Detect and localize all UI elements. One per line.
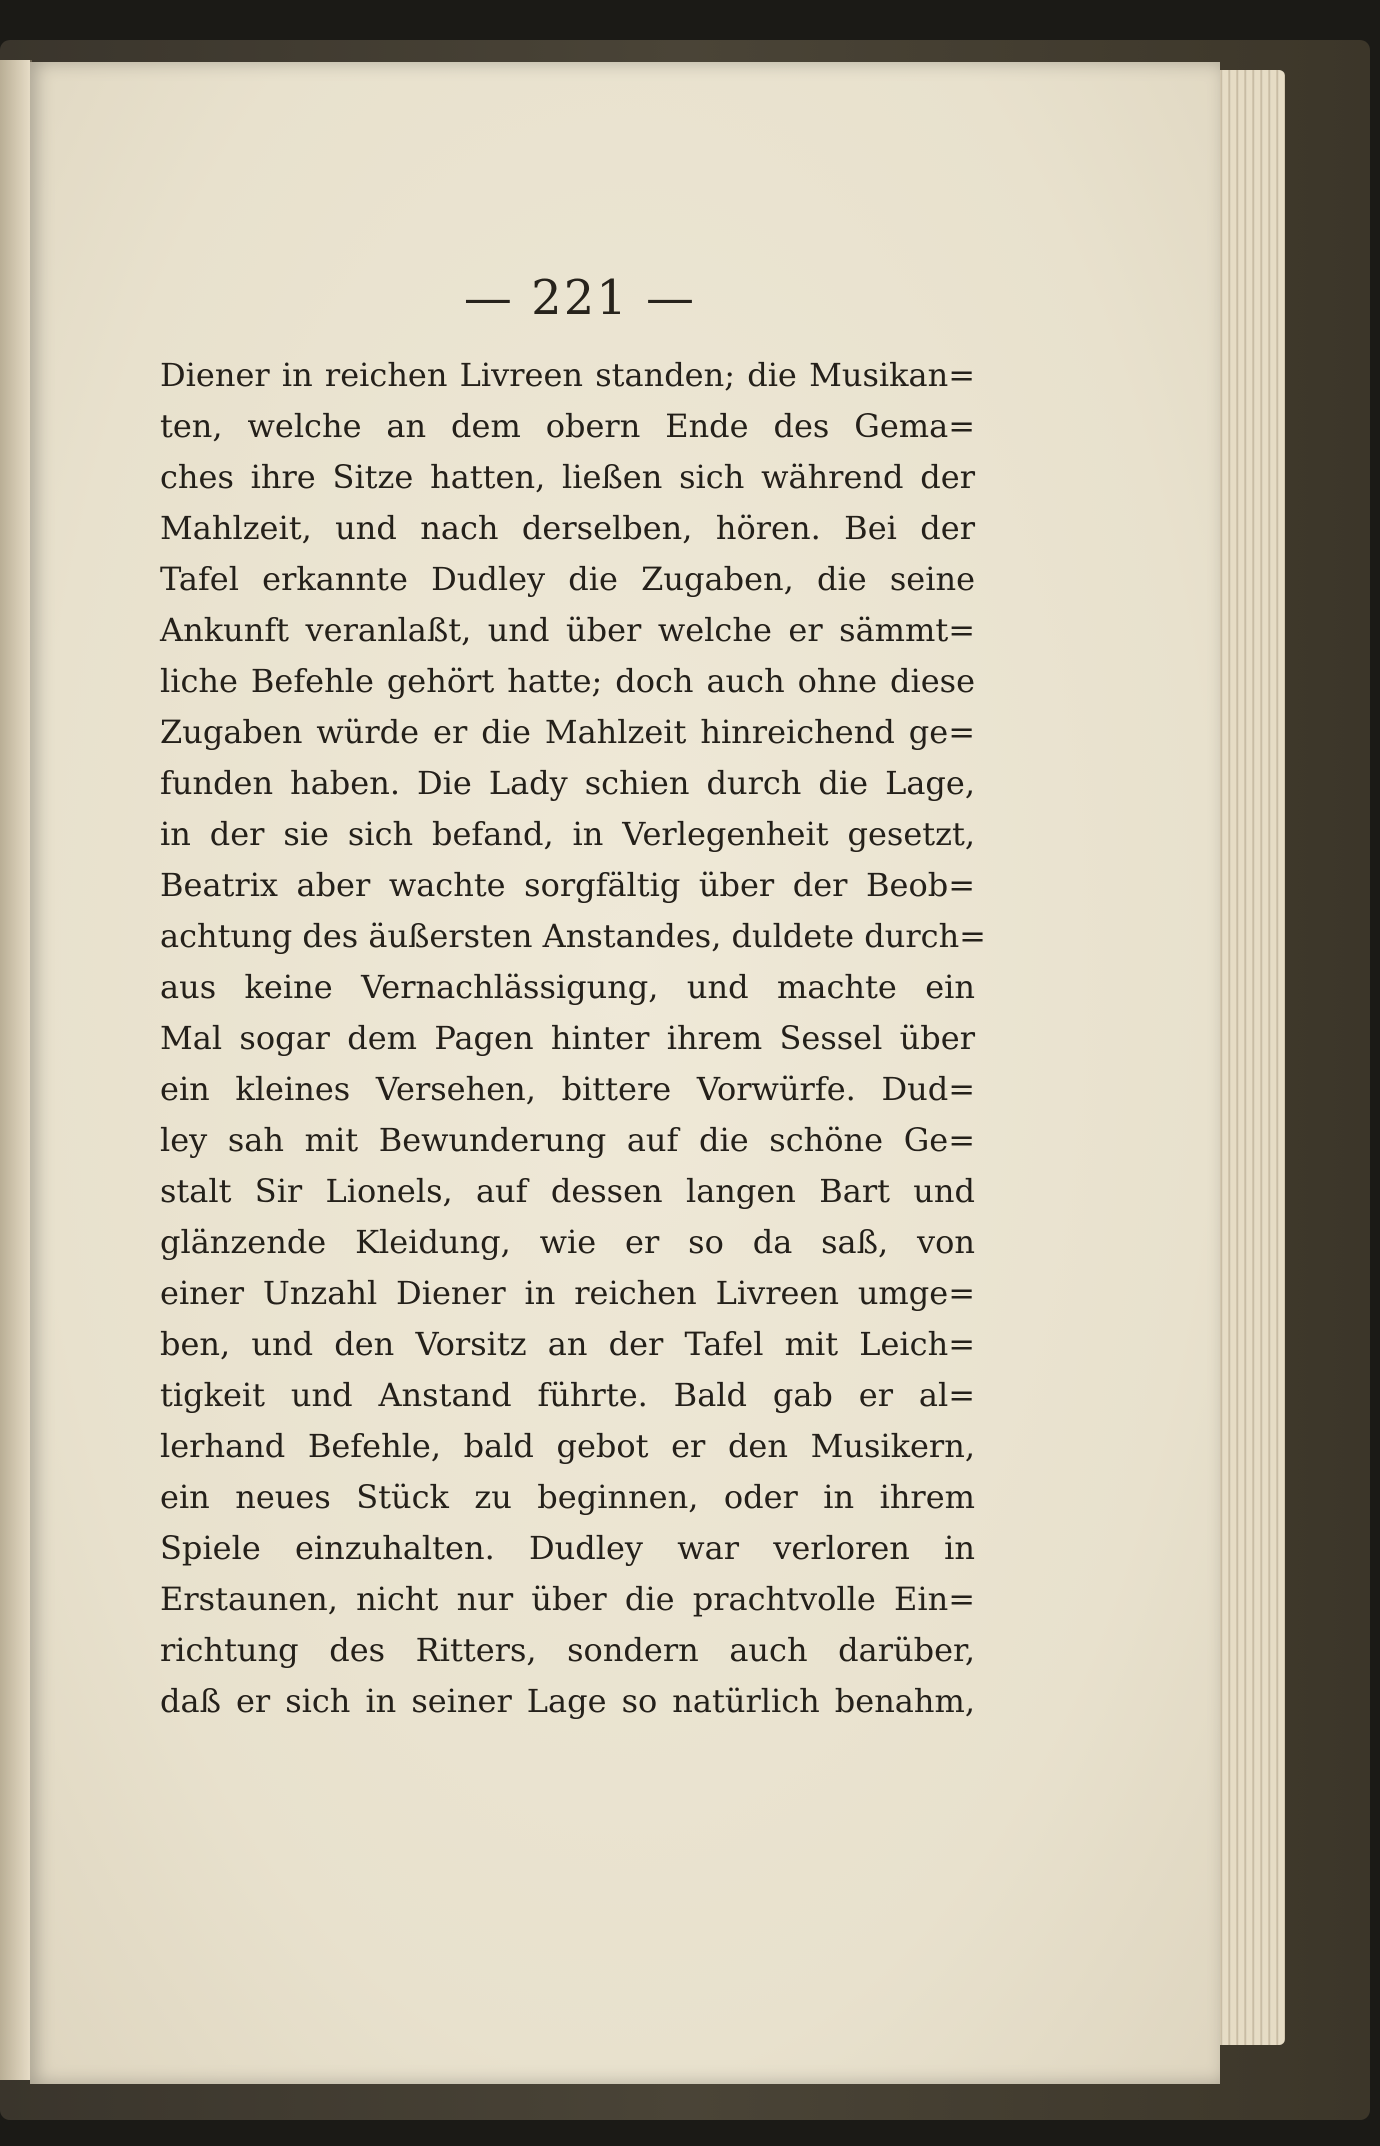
text-line: liche Befehle gehört hatte; doch auch ohne diese: [160, 662, 975, 700]
text-line: Mal sogar dem Pagen hinter ihrem Sessel über: [160, 1019, 975, 1057]
text-line: lerhand Befehle, bald gebot er den Musikern,: [160, 1427, 975, 1465]
text-line: achtung des äußersten Anstandes, duldete durch=: [160, 917, 986, 955]
text-line: Beatrix aber wachte sorgfältig über der Beob=: [160, 866, 975, 904]
text-line: in der sie sich befand, in Verlegenheit gesetzt,: [160, 815, 975, 853]
text-line: Ankunft veranlaßt, und über welche er sämmt=: [160, 611, 975, 649]
text-line: aus keine Vernachlässigung, und machte ein: [160, 968, 975, 1006]
text-line: ben, und den Vorsitz an der Tafel mit Leich=: [160, 1325, 975, 1363]
text-line: Zugaben würde er die Mahlzeit hinreichend ge=: [160, 713, 975, 751]
text-line: einer Unzahl Diener in reichen Livreen umge=: [160, 1274, 975, 1312]
text-line: Tafel erkannte Dudley die Zugaben, die seine: [160, 560, 975, 598]
text-line: Erstaunen, nicht nur über die prachtvolle Ein=: [160, 1580, 975, 1618]
left-page-edge: [0, 60, 32, 2080]
text-line: ches ihre Sitze hatten, ließen sich während der: [160, 458, 975, 496]
text-line: ein kleines Versehen, bittere Vorwürfe. Dud=: [160, 1070, 975, 1108]
text-line: ein neues Stück zu beginnen, oder in ihrem: [160, 1478, 975, 1516]
text-line: Diener in reichen Livreen standen; die Musikan=: [160, 356, 975, 394]
text-line: Mahlzeit, und nach derselben, hören. Bei der: [160, 509, 975, 547]
text-line: ten, welche an dem obern Ende des Gema=: [160, 407, 975, 445]
page-stack-edge: [1215, 70, 1285, 2045]
text-line: ley sah mit Bewunderung auf die schöne Ge=: [160, 1121, 975, 1159]
text-line: stalt Sir Lionels, auf dessen langen Bart und: [160, 1172, 975, 1210]
text-line: funden haben. Die Lady schien durch die Lage,: [160, 764, 975, 802]
page-number: — 221 —: [463, 270, 697, 326]
text-line: Spiele einzuhalten. Dudley war verloren in: [160, 1529, 975, 1567]
text-line: richtung des Ritters, sondern auch darüber,: [160, 1631, 975, 1669]
text-line: tigkeit und Anstand führte. Bald gab er al=: [160, 1376, 975, 1414]
text-block: [160, 350, 986, 1727]
text-line: glänzende Kleidung, wie er so da saß, von: [160, 1223, 975, 1261]
text-line: daß er sich in seiner Lage so natürlich benahm,: [160, 1682, 975, 1720]
